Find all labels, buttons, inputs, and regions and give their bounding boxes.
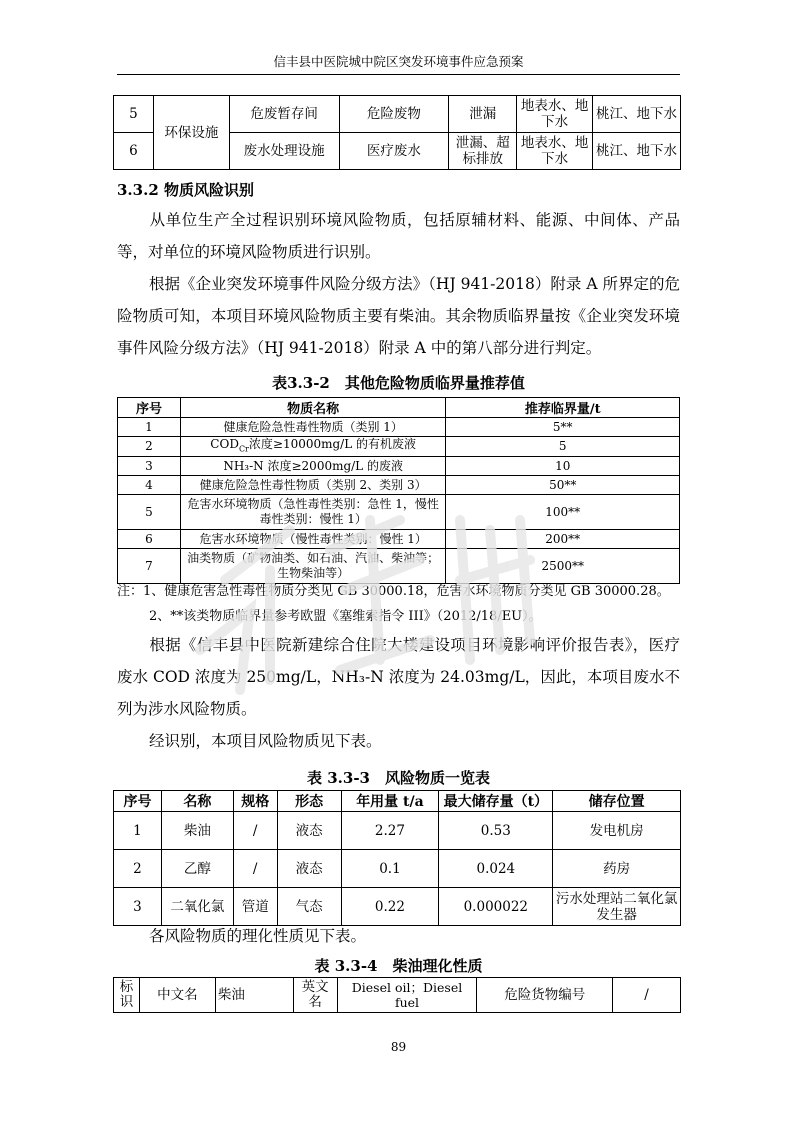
cell-facility: 废水处理设施 (229, 133, 339, 170)
cell-name: 健康危险急性毒性物质（类别 2、类别 3） (180, 476, 446, 495)
cell-no: 4 (118, 476, 181, 495)
cell-annual: 0.1 (341, 850, 439, 888)
cell-name: 柴油 (161, 812, 233, 850)
table-note-1: 注：1、健康危害急性毒性物质分类见 GB 30000.18，危害水环境物质分类见 GB 30000.28。 (117, 584, 670, 599)
risk-source-table (113, 95, 681, 170)
header-name: 名称 (161, 791, 233, 812)
cell-no: 1 (118, 418, 181, 437)
cell-substance: 危险废物 (339, 96, 449, 133)
cell-english-name: Diesel oil；Diesel fuel (337, 978, 477, 1013)
table-row (114, 812, 681, 850)
table-row (118, 418, 680, 437)
cell-spec: / (233, 812, 277, 850)
cell-max: 0.53 (439, 812, 553, 850)
cell-no: 1 (114, 812, 162, 850)
table-header-row (114, 791, 681, 812)
cell-form: 气态 (277, 888, 341, 926)
table3-caption: 表 3.3-3 风险物质一览表 (307, 769, 490, 787)
cell-value: 5 (446, 437, 680, 457)
table-row (118, 495, 680, 530)
cell-no: 5 (118, 495, 181, 530)
cell-no: 3 (118, 457, 181, 476)
page-header: 信丰县中医院城中院区突发环境事件应急预案 (273, 54, 524, 69)
cell-name: 乙醇 (161, 850, 233, 888)
cell-no: 3 (114, 888, 162, 926)
header-form: 形态 (277, 791, 341, 812)
cell-annual: 0.22 (341, 888, 439, 926)
table4-caption: 表 3.3-4 柴油理化性质 (314, 957, 483, 975)
cell-name: 健康危险急性毒性物质（类别 1） (180, 418, 446, 437)
cell-annual: 2.27 (341, 812, 439, 850)
cell-no: 6 (114, 133, 154, 170)
cell-no: 2 (114, 850, 162, 888)
cell-english-name-label: 英文名 (293, 978, 337, 1013)
cell-value: 50** (446, 476, 680, 495)
cell-value: 2500** (446, 549, 680, 584)
cell-no: 5 (114, 96, 154, 133)
cell-dangerous-goods-no: / (613, 978, 681, 1013)
header-rule (117, 74, 680, 75)
cell-form: 液态 (277, 812, 341, 850)
cell-form: 液态 (277, 850, 341, 888)
cell-name: 危害水环境物质（慢性毒性类别：慢性 1） (180, 530, 446, 549)
diesel-properties-table (113, 977, 681, 1013)
cell-substance: 医疗废水 (339, 133, 449, 170)
cell-category: 环保设施 (153, 96, 229, 170)
cell-name: 二氧化氯 (161, 888, 233, 926)
page-number: 89 (390, 1040, 407, 1054)
cell-event: 泄漏 (449, 96, 517, 133)
paragraph-5: 各风险物质的理化性质见下表。 (149, 927, 367, 945)
cell-name: $COD_{Cr}$浓度≥10000mg/L 的有机废液 (180, 437, 446, 457)
table2-caption: 表3.3-2 其他危险物质临界量推荐值 (272, 374, 525, 392)
paragraph-1: 从单位生产全过程识别环境风险物质，包括原辅材料、能源、中间体、产品等，对单位的环境风险物质进行识别。 (117, 211, 680, 261)
cell-no: 6 (118, 530, 181, 549)
table-row (114, 96, 681, 133)
cell-event: 泄漏、超标排放 (449, 133, 517, 170)
cell-value: 5** (446, 418, 680, 437)
header-annual: 年用量 t/a (341, 791, 439, 812)
paragraph-4: 经识别，本项目风险物质见下表。 (149, 732, 382, 750)
cell-value: 10 (446, 457, 680, 476)
cell-location: 污水处理站二氧化氯发生器 (553, 888, 681, 926)
cell-facility: 危废暂存间 (229, 96, 339, 133)
cell-value: 200** (446, 530, 680, 549)
header-max: 最大储存量（t） (439, 791, 553, 812)
table-note-2: 2、**该类物质临界量参考欧盟《塞维索指令 III》（2012/18/EU）。 (149, 609, 542, 624)
cell-max: 0.000022 (439, 888, 553, 926)
cell-path: 地表水、地下水 (517, 133, 593, 170)
table-row (118, 549, 680, 584)
header-location: 储存位置 (553, 791, 681, 812)
cell-spec: / (233, 850, 277, 888)
table-row (118, 457, 680, 476)
header-name: 物质名称 (180, 398, 446, 418)
section-heading: 3.3.2 物质风险识别 (117, 181, 254, 199)
cell-no: 7 (118, 549, 181, 584)
cell-name: 危害水环境物质（急性毒性类别：急性 1，慢性毒性类别：慢性 1） (180, 495, 446, 530)
paragraph-3: 根据《信丰县中医院新建综合住院大楼建设项目环境影响评价报告表》，医疗废水 COD 浓度为 250mg/L，NH₃-N 浓度为 24.03mg/L，因此，本项目废水不列为涉水风险物质。 (117, 636, 680, 718)
header-value: 推荐临界量/t (446, 398, 680, 418)
cell-chinese-name-label: 中文名 (139, 978, 215, 1013)
cell-location: 药房 (553, 850, 681, 888)
table-header-row (118, 398, 680, 418)
header-no: 序号 (118, 398, 181, 418)
cell-path: 地表水、地下水 (517, 96, 593, 133)
cell-target: 桃江、地下水 (593, 96, 681, 133)
cell-spec: 管道 (233, 888, 277, 926)
table-row (114, 850, 681, 888)
table-row (118, 476, 680, 495)
threshold-table (117, 397, 680, 584)
cell-max: 0.024 (439, 850, 553, 888)
table-row (114, 978, 681, 1013)
cell-name: 油类物质（矿物油类、如石油、汽油、柴油等；生物柴油等） (180, 549, 446, 584)
cell-no: 2 (118, 437, 181, 457)
table-row (118, 530, 680, 549)
cell-name: NH₃-N 浓度≥2000mg/L 的废液 (180, 457, 446, 476)
cell-value: 100** (446, 495, 680, 530)
cell-target: 桃江、地下水 (593, 133, 681, 170)
table-row (118, 437, 680, 457)
cell-location: 发电机房 (553, 812, 681, 850)
paragraph-2: 根据《企业突发环境事件风险分级方法》（HJ 941-2018）附录 A 所界定的危险物质可知，本项目环境风险物质主要有柴油。其余物质临界量按《企业突发环境事件风险分级方法》（HJ 941-2018）附录 A 中的第八部分进行判定。 (117, 275, 680, 357)
cell-chinese-name: 柴油 (215, 978, 293, 1013)
cell-dangerous-goods-label: 危险货物编号 (477, 978, 613, 1013)
cell-identification: 标识 (114, 978, 140, 1013)
header-no: 序号 (114, 791, 162, 812)
risk-substance-table (113, 790, 681, 926)
header-spec: 规格 (233, 791, 277, 812)
